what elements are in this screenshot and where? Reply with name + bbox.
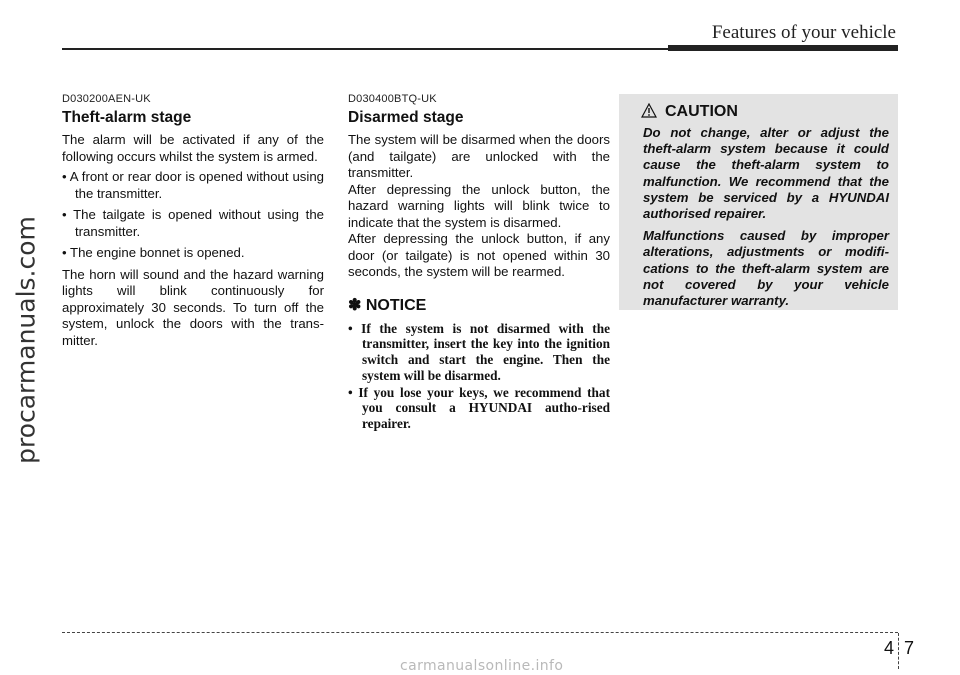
intro-paragraph: The alarm will be activated if any of the following occurs whilst the system is armed. — [62, 132, 324, 164]
side-watermark: procarmanuals.com — [11, 216, 41, 464]
page-number-divider — [898, 633, 899, 669]
paragraph: After depressing the unlock button, the hazard warning lights will blink twice to indicate that the system is disarmed. — [348, 181, 610, 230]
notice-list — [348, 321, 610, 433]
header-rule-accent — [668, 45, 898, 51]
warning-triangle-icon — [641, 103, 657, 118]
paragraph: The system will be disarmed when the doors (and tailgate) are unlocked with the transmitter. — [348, 132, 610, 180]
list-item: • The engine bonnet is opened. — [62, 245, 245, 260]
caution-paragraph: Malfunctions caused by improper alterations, adjustments or modifi-cations to the theft-alarm system are not covered by your vehicle manufacturer warranty. — [643, 228, 889, 309]
notice-heading: ✽ NOTICE — [348, 296, 427, 314]
footer-rule — [62, 632, 898, 633]
footer-watermark: carmanualsonline.info — [400, 658, 564, 674]
theft-alarm-section — [62, 93, 324, 349]
paragraph: After depressing the unlock button, if any door (or tailgate) is not opened within 30 seconds, the system will be rearmed. — [348, 231, 610, 279]
list-item: • The tailgate is opened without using the transmitter. — [62, 207, 324, 239]
chapter-number: 4 — [884, 638, 895, 658]
caution-heading — [641, 103, 738, 121]
outro-paragraph: The horn will sound and the hazard warning lights will blink continuously for approximately 30 seconds. To turn off the system, unlock the doors with the trans-mitter. — [62, 266, 324, 348]
caution-box — [619, 94, 898, 310]
disarmed-section — [348, 93, 610, 433]
trigger-list — [62, 169, 324, 262]
notice-item: • If the system is not disarmed with the transmitter, insert the key into the ignition switch and start the engine. Then the system will be disarmed. — [348, 320, 610, 383]
section-code: D030400BTQ-UK — [348, 93, 437, 105]
list-item: • A front or rear door is opened without using the transmitter. — [62, 169, 324, 201]
notice-item: • If you lose your keys, we recommend that you consult a HYUNDAI autho-rised repairer. — [348, 384, 610, 432]
section-code: D030200AEN-UK — [62, 93, 151, 105]
page-header-title: Features of your vehicle — [711, 22, 896, 43]
page-number: 7 — [904, 638, 915, 658]
section-heading: Disarmed stage — [348, 109, 464, 126]
caution-paragraph: Do not change, alter or adjust the theft-alarm system because it could cause the theft-alarm system to malfunction. We recommend that the system be serviced by a HYUNDAI authorised repairer. — [643, 125, 889, 222]
caution-title: CAUTION — [665, 103, 738, 120]
caution-body — [643, 125, 889, 315]
section-heading: Theft-alarm stage — [62, 109, 192, 126]
